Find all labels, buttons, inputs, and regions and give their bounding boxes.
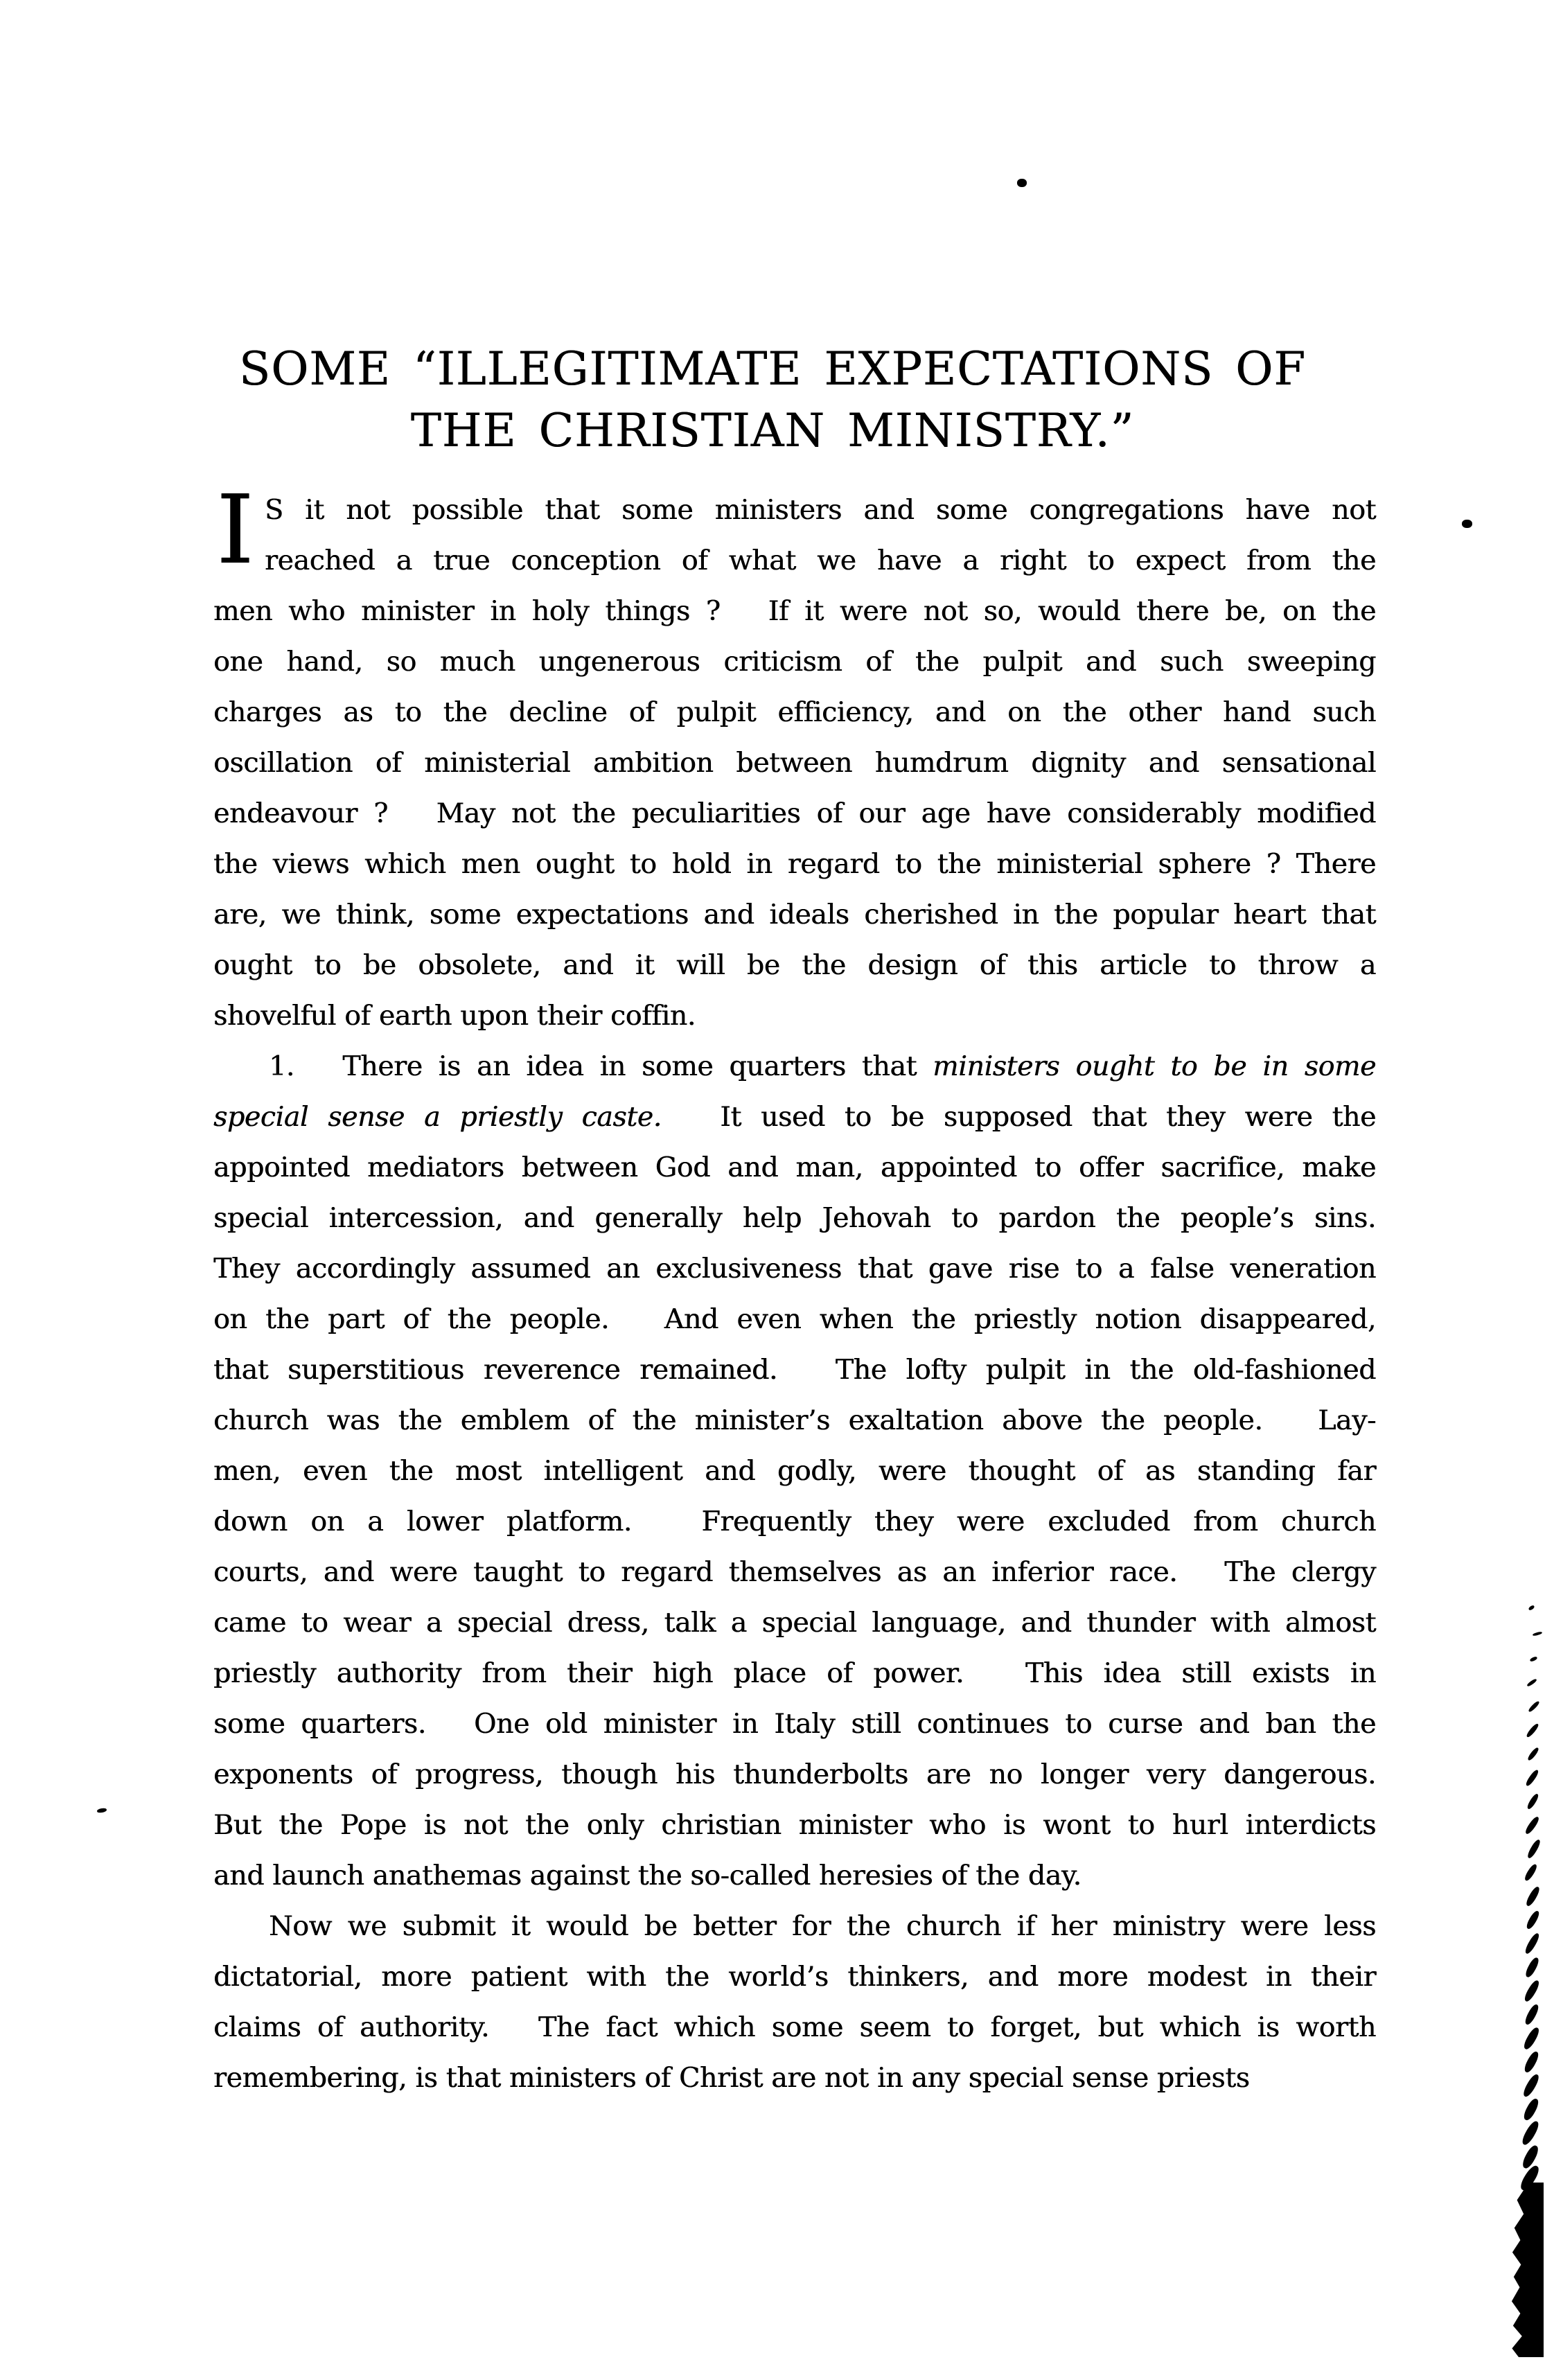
drop-cap: I: [216, 475, 254, 585]
paragraph: [213, 1041, 1376, 1901]
text-segment: They accordingly assumed an exclusiveness that gave rise to a false veneration: [213, 1253, 1376, 1285]
ink-speck: [1523, 1979, 1542, 2003]
text-segment: came to wear a special dress, talk a special language, and thunder with almost: [213, 1607, 1376, 1639]
text-segment: are, we think, some expectations and ideals cherished in the popular heart that: [213, 899, 1376, 931]
text-segment: on the part of the people. And even when the priestly notion disappeared,: [213, 1303, 1376, 1335]
ink-speck: [1533, 1631, 1543, 1636]
ink-speck: [1462, 520, 1472, 528]
ink-speck: [1526, 1838, 1542, 1859]
ink-speck: [1525, 1910, 1541, 1930]
text-line: [213, 1041, 1376, 1092]
text-line: [213, 536, 1376, 586]
text-line: [213, 1851, 1376, 1901]
text-line: [213, 1699, 1376, 1749]
text-segment: men, even the most intelligent and godly, were thought of as standing far: [213, 1455, 1376, 1487]
ink-speck: [1528, 1700, 1540, 1713]
text-segment: men who minister in holy things ? If it were not so, would there be, on the: [213, 595, 1376, 627]
text-line: [213, 940, 1376, 991]
text-line: [213, 1800, 1376, 1851]
text-line: [213, 1598, 1376, 1648]
ink-speck: [1522, 2050, 1540, 2074]
text-line: [213, 890, 1376, 940]
text-segment: ought to be obsolete, and it will be the design of this article to throw a: [213, 949, 1376, 981]
text-segment: and launch anathemas against the so-called heresies of the day.: [213, 1860, 1082, 1892]
text-segment: some quarters. One old minister in Italy still continues to curse and ban the: [213, 1708, 1376, 1740]
text-line: [213, 586, 1376, 637]
ink-speck: [1526, 1792, 1539, 1810]
text-line: [213, 1193, 1376, 1244]
text-line: [213, 1497, 1376, 1547]
article-title: [197, 338, 1348, 461]
ink-speck: [1526, 1747, 1539, 1762]
ink-speck: [1524, 1956, 1540, 1979]
text-segment: charges as to the decline of pulpit efficiency, and on the other hand such: [213, 696, 1376, 728]
ink-speck: [1528, 1605, 1535, 1611]
ink-speck: [97, 1808, 107, 1813]
ink-speck: [1524, 1932, 1541, 1955]
text-line: [213, 2002, 1376, 2053]
text-segment: 1. There is an idea in some quarters that: [269, 1050, 933, 1082]
text-line: [213, 1395, 1376, 1446]
text-segment: that superstitious reverence remained. The lofty pulpit in the old-fashioned: [213, 1354, 1376, 1386]
ink-speck: [1520, 2119, 1541, 2147]
text-segment: But the Pope is not the only christian minister who is wont to hurl interdicts: [213, 1809, 1376, 1841]
text-segment: the views which men ought to hold in regard to the ministerial sphere ? There: [213, 848, 1376, 880]
text-line: [213, 485, 1376, 536]
text-line: [213, 1143, 1376, 1193]
ink-speck: [1524, 2003, 1541, 2026]
text-line: [213, 788, 1376, 839]
ink-speck: [1524, 1769, 1539, 1788]
text-segment: shovelful of earth upon their coffin.: [213, 1000, 696, 1032]
text-segment: exponents of progress, though his thunderbolts are no longer very dangerous.: [213, 1758, 1376, 1790]
text-line: [213, 1092, 1376, 1143]
text-segment: Now we submit it would be better for the church if her ministry were less: [269, 1910, 1376, 1942]
text-line: [213, 1901, 1376, 1952]
text-segment: dictatorial, more patient with the world’s thinkers, and more modest in their: [213, 1961, 1376, 1993]
text-segment: claims of authority. The fact which some seem to forget, but which is worth: [213, 2011, 1376, 2043]
ink-speck: [1017, 179, 1027, 187]
ink-speck: [1521, 2097, 1540, 2122]
text-segment: reached a true conception of what we have a right to expect from the: [265, 545, 1376, 576]
text-line: [213, 738, 1376, 788]
paragraph: [213, 475, 1376, 1041]
italic-text-segment: ministers ought to be in some: [933, 1050, 1376, 1082]
text-segment: courts, and were taught to regard themselves as an inferior race. The clergy: [213, 1556, 1376, 1588]
text-segment: It used to be supposed that they were the: [661, 1101, 1376, 1133]
text-line: [213, 1749, 1376, 1800]
text-line: [213, 1446, 1376, 1497]
ink-speck: [1524, 1863, 1539, 1883]
text-line: [213, 1952, 1376, 2002]
text-line: [213, 2053, 1376, 2104]
ink-speck: [1521, 2072, 1541, 2098]
ink-speck: [1529, 1656, 1537, 1662]
text-line: [213, 991, 1376, 1041]
text-segment: priestly authority from their high place of power. This idea still exists in: [213, 1657, 1376, 1689]
text-segment: S it not possible that some ministers and some congregations have not: [265, 494, 1376, 526]
text-segment: remembering, is that ministers of Christ are not in any special sense priests: [213, 2062, 1250, 2094]
ink-speck: [1526, 1722, 1540, 1738]
text-segment: church was the emblem of the minister’s exaltation above the people. Lay-: [213, 1404, 1376, 1436]
text-segment: endeavour ? May not the peculiarities of our age have considerably modified: [213, 797, 1376, 829]
ink-speck: [1526, 1678, 1537, 1687]
text-line: [213, 1345, 1376, 1395]
text-segment: appointed mediators between God and man, appointed to offer sacrifice, make: [213, 1152, 1376, 1183]
text-line: [213, 839, 1376, 890]
text-segment: one hand, so much ungenerous criticism of the pulpit and such sweeping: [213, 646, 1376, 678]
text-line: [213, 1244, 1376, 1294]
text-line: [213, 1547, 1376, 1598]
text-segment: down on a lower platform. Frequently they were excluded from church: [213, 1506, 1376, 1537]
ink-speck: [1522, 2026, 1542, 2051]
italic-text-segment: special sense a priestly caste.: [213, 1101, 662, 1133]
text-segment: oscillation of ministerial ambition between humdrum dignity and sensational: [213, 747, 1376, 779]
paragraph: [213, 1901, 1376, 2104]
text-line: [213, 1648, 1376, 1699]
text-line: [213, 1294, 1376, 1345]
text-line: [213, 687, 1376, 738]
scan-smudge-bottom-right: [1510, 2183, 1544, 2357]
article-title-line-2: THE CHRISTIAN MINISTRY.”: [410, 404, 1135, 457]
ink-speck: [1524, 1815, 1540, 1835]
text-segment: special intercession, and generally help Jehovah to pardon the people’s sins.: [213, 1202, 1376, 1234]
article-title-line-1: SOME “ILLEGITIMATE EXPECTATIONS OF: [238, 342, 1307, 396]
ink-speck: [1524, 1885, 1541, 1907]
text-line: [213, 637, 1376, 687]
article-body: [213, 475, 1376, 2104]
